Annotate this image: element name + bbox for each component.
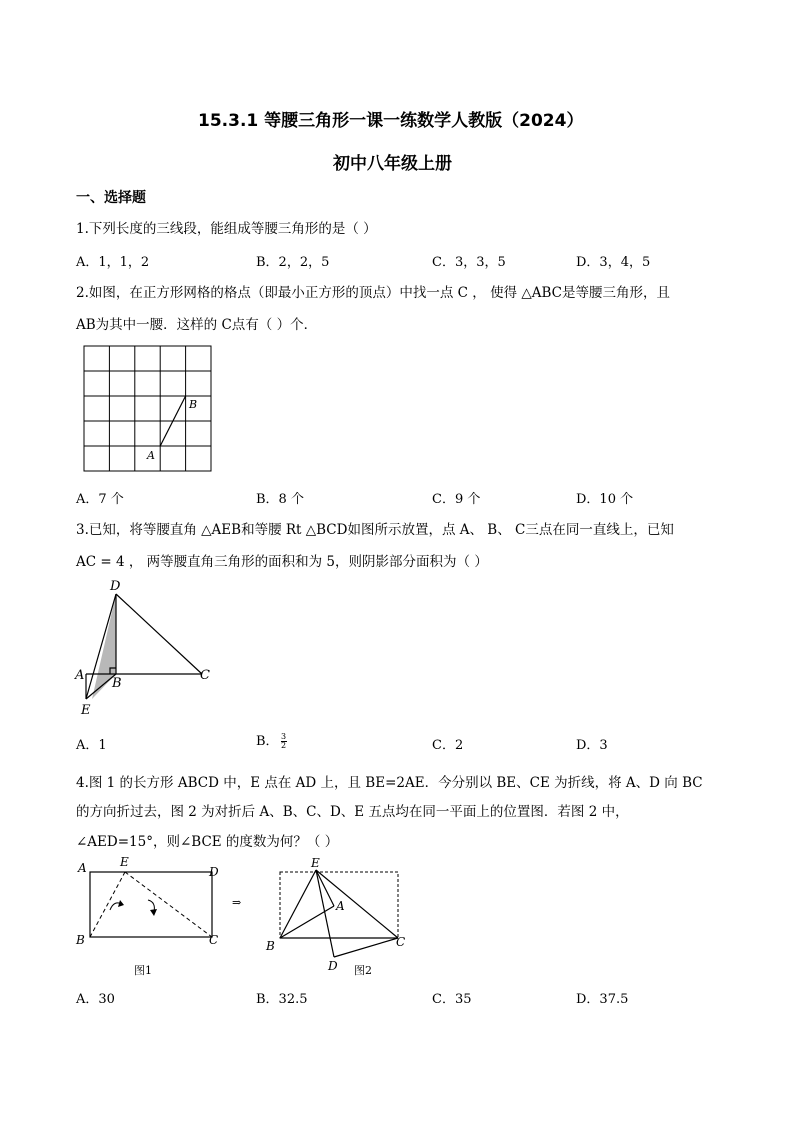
fig1-label-b: B <box>76 933 85 947</box>
q2-option-c: C．9 个 <box>432 492 481 507</box>
q3-triangle-figure <box>72 574 222 720</box>
q4-option-a: A．30 <box>76 992 115 1007</box>
fig2-caption: 图2 <box>354 964 372 977</box>
page-subtitle: 初中八年级上册 <box>333 154 452 174</box>
q1-option-a: A．1，1，2 <box>76 255 150 270</box>
fig1-caption: 图1 <box>134 964 152 977</box>
section-heading: 一、选择题 <box>76 190 146 206</box>
question-4-line-3: ∠AED=15°，则∠BCE 的度数为何？（ ） <box>76 834 339 850</box>
fig1-label-d: D <box>209 865 219 879</box>
q3-option-d: D．3 <box>576 738 608 753</box>
page-title: 15.3.1 等腰三角形一课一练数学人教版（2024） <box>198 111 584 131</box>
question-4-line-1: 4.图 1 的长方形 ABCD 中，E 点在 AD 上，且 BE=2AE．今分别以 BE、CE 为折线，将 A、D 向 BC <box>76 775 703 791</box>
q3-option-b <box>256 730 287 750</box>
fig2-label-e: E <box>311 856 320 870</box>
question-3-line-1: 3.已知，将等腰直角 △AEB和等腰 Rt △BCD如图所示放置，点 A、 B、 C三点在同一直线上，已知 <box>76 522 674 538</box>
question-1-stem: 1.下列长度的三线段，能组成等腰三角形的是（ ） <box>76 221 377 237</box>
fig2-label-b: B <box>266 939 275 953</box>
q3-option-b-label: B． <box>256 734 279 749</box>
label-e: E <box>81 703 91 718</box>
label-c: C <box>200 668 210 683</box>
fig2-label-c: C <box>396 935 406 949</box>
q4-option-c: C．35 <box>432 992 472 1007</box>
q1-option-d: D．3，4，5 <box>576 255 651 270</box>
question-2-line-1: 2.如图，在正方形网格的格点（即最小正方形的顶点）中找一点 C ， 使得 △ABC是等腰三角形，且 <box>76 285 671 301</box>
question-3-line-2: AC = 4 ， 两等腰直角三角形的面积和为 5，则阴影部分面积为（ ） <box>76 554 488 570</box>
label-b: B <box>112 676 122 691</box>
q4-option-d: D．37.5 <box>576 992 629 1007</box>
q3-option-c: C．2 <box>432 738 464 753</box>
q2-option-b: B．8 个 <box>256 492 304 507</box>
q3-option-a: A．1 <box>76 738 107 753</box>
fraction-three-halves: $\frac{3}{2}$ <box>281 732 287 750</box>
q2-option-a: A．7 个 <box>76 492 124 507</box>
q4-figure-1 <box>74 852 234 980</box>
fig2-label-d: D <box>328 959 338 973</box>
q2-grid-figure <box>80 342 216 474</box>
point-a-label: A <box>147 449 155 462</box>
question-4-line-2: 的方向折过去，图 2 为对折后 A、B、C、D、E 五点均在同一平面上的位置图．若图 2 中， <box>76 804 629 820</box>
question-2-line-2: AB为其中一腰．这样的 C点有（ ）个． <box>76 317 318 333</box>
q4-option-b: B．32.5 <box>256 992 308 1007</box>
fig1-label-c: C <box>209 933 219 947</box>
q1-option-c: C．3，3，5 <box>432 255 506 270</box>
point-b-label: B <box>189 398 198 411</box>
label-a: A <box>75 668 85 683</box>
q2-option-d: D．10 个 <box>576 492 634 507</box>
fig1-label-e: E <box>120 855 129 869</box>
fig1-label-a: A <box>78 861 87 875</box>
label-d: D <box>110 579 121 594</box>
implies-arrow: ⇒ <box>232 896 242 909</box>
q4-figure-2 <box>262 852 412 980</box>
fig2-label-a: A <box>336 899 345 913</box>
q1-option-b: B．2，2，5 <box>256 255 330 270</box>
